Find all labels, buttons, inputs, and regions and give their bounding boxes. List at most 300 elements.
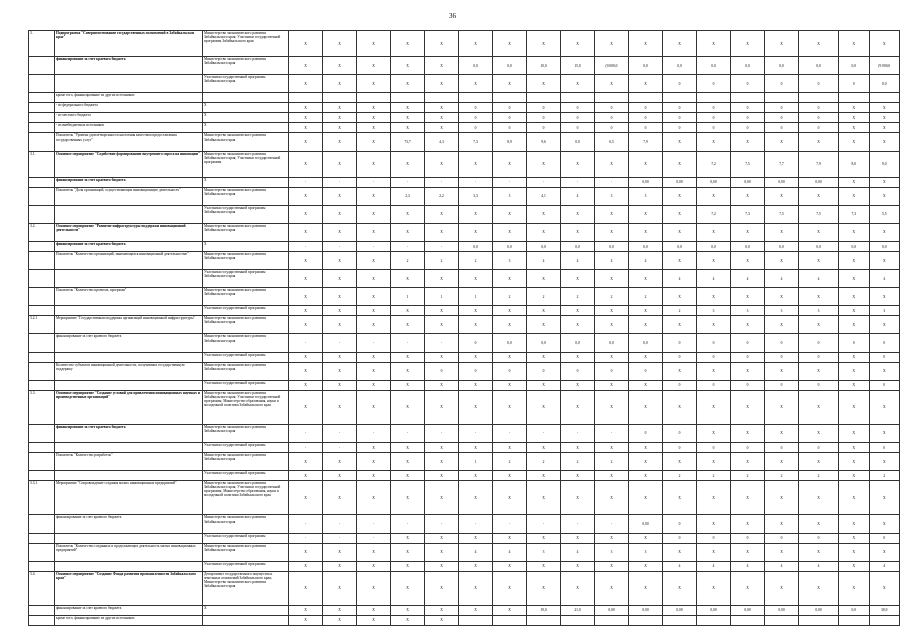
value-cell [595, 93, 629, 103]
value-cell: Х [357, 380, 391, 390]
row-number-cell [29, 177, 55, 187]
value-cell: Х [629, 533, 663, 543]
value-cell: 0,0 [493, 242, 527, 252]
value-cell: Х [595, 380, 629, 390]
page-number: 36 [449, 12, 456, 20]
value-cell: Х [527, 571, 561, 605]
value-cell: Х [663, 31, 697, 57]
row-executor-cell: Участники государственной программы [203, 471, 289, 481]
value-cell: Х [323, 187, 357, 205]
value-cell: Х [289, 223, 323, 241]
value-cell: Х [869, 424, 900, 442]
row-executor-cell: Участники государственной программы [203, 352, 289, 362]
row-number-cell: 3.3. [29, 390, 55, 424]
row-name-cell [55, 352, 203, 362]
value-cell [459, 93, 493, 103]
value-cell: Х [425, 316, 459, 334]
value-cell: Х [799, 362, 839, 380]
value-cell: Х [357, 288, 391, 306]
value-cell: Х [869, 288, 900, 306]
value-cell: Х [289, 471, 323, 481]
row-name-cell [55, 380, 203, 390]
value-cell: Х [839, 453, 870, 471]
value-cell: 2 [629, 288, 663, 306]
value-cell: Х [289, 352, 323, 362]
value-cell: 0 [697, 334, 731, 352]
value-cell: Х [731, 187, 765, 205]
value-cell: 0 [595, 113, 629, 123]
row-executor-cell: Участники государственной программы Забайкальского края [203, 75, 289, 93]
value-cell: Х [323, 471, 357, 481]
value-cell: Х [289, 615, 323, 625]
value-cell: Х [527, 380, 561, 390]
value-cell: 2 [391, 252, 425, 270]
row-executor-cell: Участники государственной программы [203, 380, 289, 390]
value-cell: Х [839, 571, 870, 605]
value-cell: 0 [731, 334, 765, 352]
value-cell: 0 [629, 103, 663, 113]
value-cell: Х [629, 31, 663, 57]
value-cell: Х [561, 352, 595, 362]
value-cell [799, 93, 839, 103]
value-cell: Х [493, 605, 527, 615]
row-number-cell [29, 113, 55, 123]
value-cell: 2 [561, 288, 595, 306]
value-cell: 8,0 [839, 151, 870, 177]
row-name-cell: - из местного бюджета [55, 113, 203, 123]
value-cell: Х [663, 252, 697, 270]
value-cell: 0 [493, 362, 527, 380]
table-row [29, 242, 900, 252]
value-cell: 0 [799, 334, 839, 352]
value-cell: Х [561, 471, 595, 481]
value-cell: 4 [697, 270, 731, 288]
value-cell: Х [425, 533, 459, 543]
value-cell: - [425, 334, 459, 352]
value-cell: Х [289, 123, 323, 133]
value-cell: Х [629, 571, 663, 605]
value-cell: Х [663, 571, 697, 605]
value-cell: Х [595, 205, 629, 223]
table-row [29, 316, 900, 334]
value-cell: Х [561, 481, 595, 515]
value-cell: 15,0 [561, 57, 595, 75]
value-cell: Х [839, 543, 870, 561]
value-cell: 4 [663, 561, 697, 571]
value-cell: 0,0 [459, 57, 493, 75]
value-cell: Х [459, 151, 493, 177]
value-cell: - [391, 424, 425, 442]
value-cell [493, 615, 527, 625]
value-cell: Х [425, 615, 459, 625]
value-cell: Х [697, 288, 731, 306]
value-cell: Х [289, 205, 323, 223]
value-cell: Х [493, 380, 527, 390]
value-cell: - [527, 424, 561, 442]
value-cell: Х [289, 133, 323, 151]
row-number-cell [29, 252, 55, 270]
value-cell: Х [391, 57, 425, 75]
value-cell: 0 [869, 533, 900, 543]
value-cell: - [595, 177, 629, 187]
row-number-cell [29, 533, 55, 543]
value-cell: Х [697, 390, 731, 424]
value-cell: Х [839, 252, 870, 270]
value-cell: 0,00 [663, 605, 697, 615]
value-cell: 2 [527, 453, 561, 471]
value-cell: Х [799, 288, 839, 306]
value-cell: Х [323, 123, 357, 133]
value-cell [869, 93, 900, 103]
value-cell: 0,0 [697, 57, 731, 75]
row-number-cell [29, 242, 55, 252]
value-cell: Х [391, 615, 425, 625]
row-name-cell: финансирование за счет краевого бюджета [55, 177, 203, 187]
value-cell: Х [731, 571, 765, 605]
value-cell: Х [425, 57, 459, 75]
row-executor-cell: Х [203, 123, 289, 133]
row-name-cell: Количество субъектов инновационной деятельности, получивших государственную поддержку [55, 362, 203, 380]
row-number-cell [29, 543, 55, 561]
value-cell: Х [459, 352, 493, 362]
value-cell: 0 [561, 103, 595, 113]
value-cell: 7,9 [629, 133, 663, 151]
table-row [29, 380, 900, 390]
value-cell: 73,7 [391, 133, 425, 151]
value-cell: 2,3 [391, 187, 425, 205]
row-number-cell: 3.3.1. [29, 481, 55, 515]
value-cell [493, 93, 527, 103]
value-cell: 0,00 [799, 177, 839, 187]
value-cell: Х [527, 223, 561, 241]
value-cell: Х [869, 177, 900, 187]
value-cell: Х [323, 561, 357, 571]
row-executor-cell: Министерство экономического развития Забайкальского края; Участники государственной программы; Министерство образования, науки и молодежной политики Забайкальского края [203, 390, 289, 424]
value-cell: Х [765, 252, 799, 270]
value-cell: Х [697, 453, 731, 471]
value-cell [663, 93, 697, 103]
row-name-cell: Мероприятие "Сопровождение создания малых инновационных предприятий" [55, 481, 203, 515]
value-cell: 4 [731, 561, 765, 571]
value-cell: Х [839, 187, 870, 205]
value-cell: Х [459, 481, 493, 515]
value-cell: Х [289, 390, 323, 424]
value-cell: Х [289, 151, 323, 177]
value-cell: Х [799, 187, 839, 205]
value-cell: Х [289, 306, 323, 316]
value-cell: 9,6 [527, 133, 561, 151]
value-cell: Х [425, 75, 459, 93]
value-cell: Х [629, 561, 663, 571]
value-cell: Х [391, 205, 425, 223]
value-cell: Х [799, 316, 839, 334]
row-name-cell: Основное мероприятие "Создание Фонда развития промышленности Забайкальского края" [55, 571, 203, 605]
value-cell: Х [357, 151, 391, 177]
value-cell [839, 93, 870, 103]
value-cell: Х [629, 306, 663, 316]
value-cell: Х [663, 151, 697, 177]
value-cell: - [357, 177, 391, 187]
value-cell: Х [493, 75, 527, 93]
value-cell: 0 [765, 380, 799, 390]
value-cell: Х [527, 316, 561, 334]
value-cell: 0,0 [561, 242, 595, 252]
value-cell: Х [323, 151, 357, 177]
value-cell: Х [323, 605, 357, 615]
value-cell: 0,0 [663, 242, 697, 252]
value-cell: Х [839, 380, 870, 390]
row-number-cell [29, 123, 55, 133]
value-cell: 0 [493, 113, 527, 123]
value-cell: Х [697, 187, 731, 205]
value-cell: - [459, 177, 493, 187]
value-cell: Х [425, 205, 459, 223]
value-cell: Х [425, 561, 459, 571]
value-cell: Х [527, 352, 561, 362]
value-cell: Х [391, 223, 425, 241]
value-cell: Х [663, 362, 697, 380]
value-cell: Х [357, 205, 391, 223]
row-number-cell [29, 352, 55, 362]
value-cell: Х [289, 252, 323, 270]
value-cell: Х [289, 561, 323, 571]
value-cell: Х [629, 205, 663, 223]
value-cell: Х [595, 443, 629, 453]
value-cell: 0,00 [731, 605, 765, 615]
value-cell: Х [323, 113, 357, 123]
value-cell: 0,0 [839, 605, 870, 615]
value-cell [425, 93, 459, 103]
value-cell: Х [289, 380, 323, 390]
value-cell: Х [493, 316, 527, 334]
row-name-cell: Основное мероприятие "Создание условий для привлечения инновационных научных и производственных организаций" [55, 390, 203, 424]
value-cell: Х [561, 443, 595, 453]
row-name-cell: Показатель "Количество разработок" [55, 453, 203, 471]
value-cell: Х [289, 453, 323, 471]
value-cell: 0 [869, 380, 900, 390]
value-cell: 0 [527, 113, 561, 123]
row-name-cell: финансирование за счет краевого бюджета [55, 242, 203, 252]
row-name-cell: Показатель "Количество созданных и продолжающих деятельность малых инновационных предприятий" [55, 543, 203, 561]
value-cell: 2 [527, 288, 561, 306]
value-cell: Х [629, 316, 663, 334]
table-row [29, 561, 900, 571]
value-cell: 3 [493, 252, 527, 270]
value-cell: 3 [629, 543, 663, 561]
value-cell: - [323, 177, 357, 187]
value-cell: 0 [765, 113, 799, 123]
value-cell: Х [357, 252, 391, 270]
row-executor-cell: Министерство экономического развития Забайкальского края [203, 223, 289, 241]
row-name-cell: Показатель "Уровень удовлетворенности населения качеством предоставления государственных услуг" [55, 133, 203, 151]
value-cell: Х [839, 533, 870, 543]
value-cell: - [459, 515, 493, 533]
value-cell: Х [629, 390, 663, 424]
value-cell: Х [493, 561, 527, 571]
value-cell: 0 [731, 352, 765, 362]
value-cell: Х [595, 316, 629, 334]
table-row [29, 424, 900, 442]
value-cell: 0,0 [663, 57, 697, 75]
value-cell: - [357, 334, 391, 352]
value-cell: 7,3 [459, 133, 493, 151]
value-cell: - [595, 515, 629, 533]
value-cell: 2 [561, 453, 595, 471]
value-cell: 2 [459, 252, 493, 270]
value-cell: Х [869, 103, 900, 113]
value-cell: 9,0 [869, 151, 900, 177]
value-cell: - [595, 424, 629, 442]
value-cell: Х [459, 31, 493, 57]
table-row [29, 605, 900, 615]
value-cell: Х [527, 306, 561, 316]
table-row [29, 177, 900, 187]
value-cell: 0 [799, 123, 839, 133]
value-cell: Х [765, 362, 799, 380]
value-cell: Х [357, 605, 391, 615]
value-cell: Х [697, 362, 731, 380]
table-row [29, 471, 900, 481]
value-cell: Х [357, 571, 391, 605]
value-cell: Х [425, 103, 459, 113]
value-cell: Х [323, 316, 357, 334]
value-cell: Х [357, 306, 391, 316]
row-executor-cell: Министерство экономического развития Забайкальского края; Участники государственной программы Забайкальского края [203, 31, 289, 57]
row-executor-cell: Х [203, 242, 289, 252]
value-cell: Х [425, 270, 459, 288]
value-cell: Х [839, 31, 870, 57]
value-cell: 0 [663, 75, 697, 93]
value-cell: 0,0 [765, 242, 799, 252]
row-executor-cell: Х [203, 103, 289, 113]
row-number-cell [29, 515, 55, 533]
value-cell: Х [731, 390, 765, 424]
value-cell: 4 [799, 270, 839, 288]
value-cell: Х [799, 133, 839, 151]
value-cell: 2 [425, 252, 459, 270]
value-cell: 4,1 [527, 187, 561, 205]
value-cell: Х [391, 362, 425, 380]
value-cell: Х [663, 223, 697, 241]
value-cell: 4 [765, 561, 799, 571]
value-cell: 19,0 [527, 605, 561, 615]
row-executor-cell: Министерство экономического развития Забайкальского края; Участники государственной программы [203, 151, 289, 177]
value-cell: Х [663, 543, 697, 561]
value-cell: 0 [731, 380, 765, 390]
value-cell: Х [323, 481, 357, 515]
value-cell: 0 [869, 334, 900, 352]
value-cell: 4 [663, 270, 697, 288]
value-cell: Х [493, 306, 527, 316]
value-cell: - [289, 242, 323, 252]
row-number-cell [29, 362, 55, 380]
value-cell: 0 [663, 533, 697, 543]
value-cell: - [493, 515, 527, 533]
row-executor-cell: Министерство экономического развития Забайкальского края [203, 362, 289, 380]
value-cell: 0,0 [493, 334, 527, 352]
value-cell: Х [697, 133, 731, 151]
value-cell: 0,0 [869, 75, 900, 93]
value-cell: 0,00 [697, 605, 731, 615]
value-cell [459, 615, 493, 625]
value-cell: Х [731, 453, 765, 471]
row-name-cell: Показатель "Доля организаций, осуществляющих инновационную деятельность" [55, 187, 203, 205]
value-cell: Х [425, 443, 459, 453]
value-cell: 0,0 [799, 242, 839, 252]
row-name-cell: финансирование за счет краевого бюджета [55, 424, 203, 442]
value-cell: Х [731, 481, 765, 515]
value-cell [869, 615, 900, 625]
value-cell: 0 [561, 123, 595, 133]
value-cell: Х [561, 533, 595, 543]
value-cell [595, 615, 629, 625]
value-cell: Х [765, 31, 799, 57]
value-cell: Х [561, 306, 595, 316]
value-cell: Х [731, 515, 765, 533]
value-cell: Х [391, 316, 425, 334]
value-cell: 1 [391, 288, 425, 306]
row-executor-cell: Министерство экономического развития Забайкальского края [203, 453, 289, 471]
value-cell: Х [459, 270, 493, 288]
value-cell: Х [323, 615, 357, 625]
value-cell: - [289, 177, 323, 187]
value-cell: Х [357, 75, 391, 93]
value-cell: Х [527, 561, 561, 571]
value-cell: Х [595, 481, 629, 515]
value-cell: Х [799, 223, 839, 241]
value-cell: Х [425, 113, 459, 123]
value-cell: Х [289, 113, 323, 123]
row-name-cell: Показатель "Количество организаций, занимающихся инновационной деятельностью" [55, 252, 203, 270]
value-cell: Х [391, 380, 425, 390]
value-cell: Х [629, 481, 663, 515]
value-cell: Х [731, 133, 765, 151]
value-cell: 0,0 [459, 242, 493, 252]
value-cell: Х [493, 481, 527, 515]
value-cell: - [289, 515, 323, 533]
value-cell: 0 [663, 352, 697, 362]
value-cell: Х [425, 471, 459, 481]
value-cell: Х [561, 316, 595, 334]
value-cell: Х [869, 133, 900, 151]
value-cell [561, 93, 595, 103]
value-cell: Х [425, 543, 459, 561]
value-cell: 4 [629, 252, 663, 270]
value-cell: 0 [731, 533, 765, 543]
value-cell: 0 [765, 75, 799, 93]
row-name-cell [55, 471, 203, 481]
value-cell: 0,0 [595, 334, 629, 352]
value-cell: 0,00 [765, 177, 799, 187]
value-cell: Х [839, 352, 870, 362]
value-cell: Х [869, 187, 900, 205]
value-cell: Х [391, 481, 425, 515]
row-executor-cell [203, 93, 289, 103]
row-number-cell: 3.2. [29, 223, 55, 241]
value-cell: - [425, 242, 459, 252]
row-executor-cell: Министерство экономического развития Забайкальского края [203, 187, 289, 205]
value-cell: Х [357, 615, 391, 625]
value-cell: 0,0 [839, 57, 870, 75]
value-cell: Х [493, 223, 527, 241]
value-cell: 0 [799, 443, 839, 453]
value-cell: Х [357, 103, 391, 113]
value-cell: 2 [799, 471, 839, 481]
row-executor-cell: Министерство экономического развития Забайкальского края [203, 334, 289, 352]
row-number-cell [29, 57, 55, 75]
row-name-cell [55, 270, 203, 288]
value-cell: Х [765, 481, 799, 515]
